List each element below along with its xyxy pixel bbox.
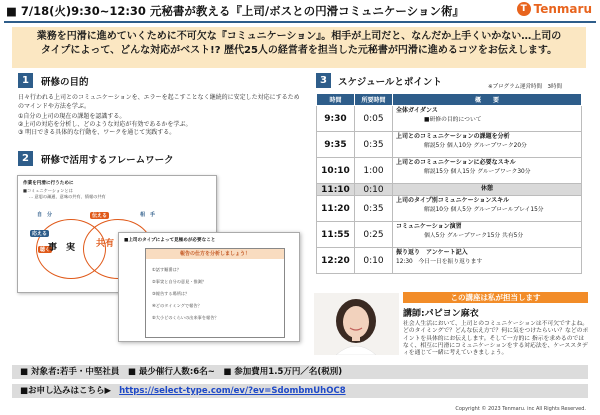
row-main: 休憩 bbox=[480, 185, 493, 193]
apply-bar bbox=[12, 384, 588, 398]
row-description bbox=[393, 196, 582, 222]
table-row bbox=[317, 196, 582, 222]
row-sub: ■研修の目的について bbox=[424, 116, 482, 123]
row-main: 全体ガイダンス bbox=[396, 107, 438, 114]
section-2-number: 2 bbox=[18, 151, 33, 166]
objective-item: ①自分の上司の現在の課題を認識する。 bbox=[18, 113, 126, 120]
objective-item: ③ 明日できる具体的な行動を、ワークを通じて実践する。 bbox=[18, 129, 176, 137]
slide-title: ■上司のタイプによって見極めが必要なこと bbox=[124, 238, 216, 243]
row-main: 上司とのコミュニケーションの課題を分析 bbox=[396, 133, 510, 140]
table-row bbox=[317, 222, 582, 248]
row-sub: 12:30 今日一日を振り返ります bbox=[396, 258, 483, 265]
company-logo bbox=[517, 2, 592, 16]
row-main: 上司のタイプ別コミュニケーションスキル bbox=[396, 197, 510, 204]
row-duration: 0:10 bbox=[355, 184, 393, 196]
apply-link[interactable]: https://select-type.com/ev/?ev=SdombmUhOC8 bbox=[119, 386, 346, 396]
copyright: Copyright © 2023 Tenmaru. inc All Rights Reserved. bbox=[455, 406, 586, 412]
banner-line-2: タイプによって、どんな対応がベスト!? 歴代25人の経営者を担当した元秘書が円滑に進めるコツをお伝えします。 bbox=[40, 45, 558, 56]
row-time: 11:55 bbox=[317, 222, 355, 248]
header-divider bbox=[4, 21, 596, 23]
targets-bar: ■ 対象者:若手・中堅社員 ■ 最少催行人数:6名~ ■ 参加費用1.5万円／名(税別) bbox=[12, 365, 588, 379]
row-time: 9:35 bbox=[317, 132, 355, 158]
section-1-items bbox=[18, 113, 303, 138]
column-header-outline: 概 要 bbox=[393, 94, 582, 106]
objective-item: ②上司の対応を分析し、どのような対応が有効であるかを学ぶ。 bbox=[18, 121, 192, 129]
label-self: 自 分 bbox=[37, 212, 53, 218]
row-description bbox=[393, 222, 582, 248]
instructor-banner: この講座は私が担当します bbox=[403, 292, 588, 303]
framework-slide-report bbox=[118, 232, 300, 342]
report-item: ②事実と自分の意見・推測？ bbox=[152, 279, 207, 284]
row-time: 12:20 bbox=[317, 248, 355, 274]
circle-label-fact: 事 実 bbox=[48, 243, 76, 253]
row-sub: 解説15分 個人15分 グループワーク30分 bbox=[424, 168, 531, 175]
row-main: コミュニケーション演習 bbox=[396, 223, 462, 230]
row-description bbox=[393, 158, 582, 184]
intro-banner bbox=[12, 27, 586, 68]
report-item: ⑤大小どのくらいの出来事を報告？ bbox=[152, 315, 219, 320]
section-1-title: 研修の目的 bbox=[41, 77, 89, 88]
table-row bbox=[317, 132, 582, 158]
table-row bbox=[317, 248, 582, 274]
label-partner: 相 手 bbox=[140, 212, 156, 218]
slide-line: … 意思の疎通、意味の共有、情報の共有 bbox=[29, 194, 106, 199]
apply-label: ■お申し込みはこちら▶ bbox=[20, 386, 112, 396]
report-box-title: 報告の仕方を分析しましょう！ bbox=[146, 249, 284, 259]
column-header-duration: 所要時間 bbox=[355, 94, 393, 106]
report-item: ③報告する場所は？ bbox=[152, 291, 190, 296]
row-time: 11:10 bbox=[317, 184, 355, 196]
row-duration: 0:25 bbox=[355, 222, 393, 248]
row-time: 10:10 bbox=[317, 158, 355, 184]
program-duration-note: ※プログラム運営時間 3時間 bbox=[488, 84, 563, 90]
slide-line: ■コミュニケーションとは bbox=[23, 188, 73, 193]
tag-answer: 応える bbox=[32, 231, 48, 237]
row-time: 11:20 bbox=[317, 196, 355, 222]
instructor-bio: 社会人生活において、上司とのコミュニケーションは不可欠ですよね。どのタイミングで？どんな伝え方で？何に気をつけたらいい？などのポイントを具体的にお伝えします。そして一方的に 指示を求めるのではなく、相互に円滑にコミュニケーションをする対応法を、ケーススタディを通じて一緒に考えていきましょう。 bbox=[403, 321, 589, 357]
row-sub: 個人5分 グループワーク15分 共有5分 bbox=[424, 232, 524, 239]
table-row bbox=[317, 106, 582, 132]
section-3-title: スケジュールとポイント bbox=[338, 77, 442, 88]
report-items bbox=[152, 264, 284, 324]
slide-title: 作業を円滑に行うために bbox=[23, 181, 74, 186]
section-1-number: 1 bbox=[18, 73, 33, 88]
logo-mark-icon: T bbox=[517, 2, 531, 16]
column-header-time: 時間 bbox=[317, 94, 355, 106]
report-item: ④どのタイミングで報告？ bbox=[152, 303, 202, 308]
section-2-title: 研修で活用するフレームワーク bbox=[41, 155, 174, 166]
row-description bbox=[393, 248, 582, 274]
instructor-photo bbox=[314, 293, 399, 355]
table-row-break bbox=[317, 184, 582, 196]
row-main: 上司とのコミュニケーションに必要なスキル bbox=[396, 159, 516, 166]
row-sub: 解説10分 個人5分 グループロールプレイ15分 bbox=[424, 206, 544, 213]
section-1-body: 日々行われる上司とのコミュニケーションを、エラーを起こすことなく継続的に安定した対応にするためのマインドや方法を学ぶ。 bbox=[18, 94, 300, 110]
instructor-portrait-icon bbox=[314, 293, 399, 355]
row-duration: 0:35 bbox=[355, 196, 393, 222]
row-duration: 0:05 bbox=[355, 106, 393, 132]
schedule-table bbox=[316, 93, 582, 274]
tag-tell: 伝える bbox=[92, 213, 108, 219]
row-description bbox=[393, 132, 582, 158]
row-description bbox=[393, 184, 582, 196]
row-duration: 0:35 bbox=[355, 132, 393, 158]
banner-line-1: 業務を円滑に進めていくために不可欠な『コミュニケーション』。相手が上司だと、なんだか上手くいかない…上司の bbox=[36, 31, 562, 42]
instructor-name: 講師:パピヨン麻衣 bbox=[403, 309, 479, 319]
logo-text: Tenmaru bbox=[533, 2, 592, 16]
row-duration: 1:00 bbox=[355, 158, 393, 184]
row-time: 9:30 bbox=[317, 106, 355, 132]
report-item: ①話す順番は？ bbox=[152, 267, 181, 272]
row-sub: 解説5分 個人10分 グループワーク20分 bbox=[424, 142, 527, 149]
page-title: ■ 7/18(火)9:30~12:30 元秘書が教える『上司/ボスとの円滑コミュニケーション術』 bbox=[6, 4, 464, 18]
row-duration: 0:10 bbox=[355, 248, 393, 274]
table-row bbox=[317, 158, 582, 184]
report-box bbox=[145, 248, 285, 338]
section-3-number: 3 bbox=[316, 73, 331, 88]
row-main: 振り返り アンケート記入 bbox=[396, 249, 468, 256]
circle-label-shared: 共有 bbox=[96, 239, 115, 249]
row-description bbox=[393, 106, 582, 132]
tag-listen: 聴く bbox=[40, 247, 51, 253]
